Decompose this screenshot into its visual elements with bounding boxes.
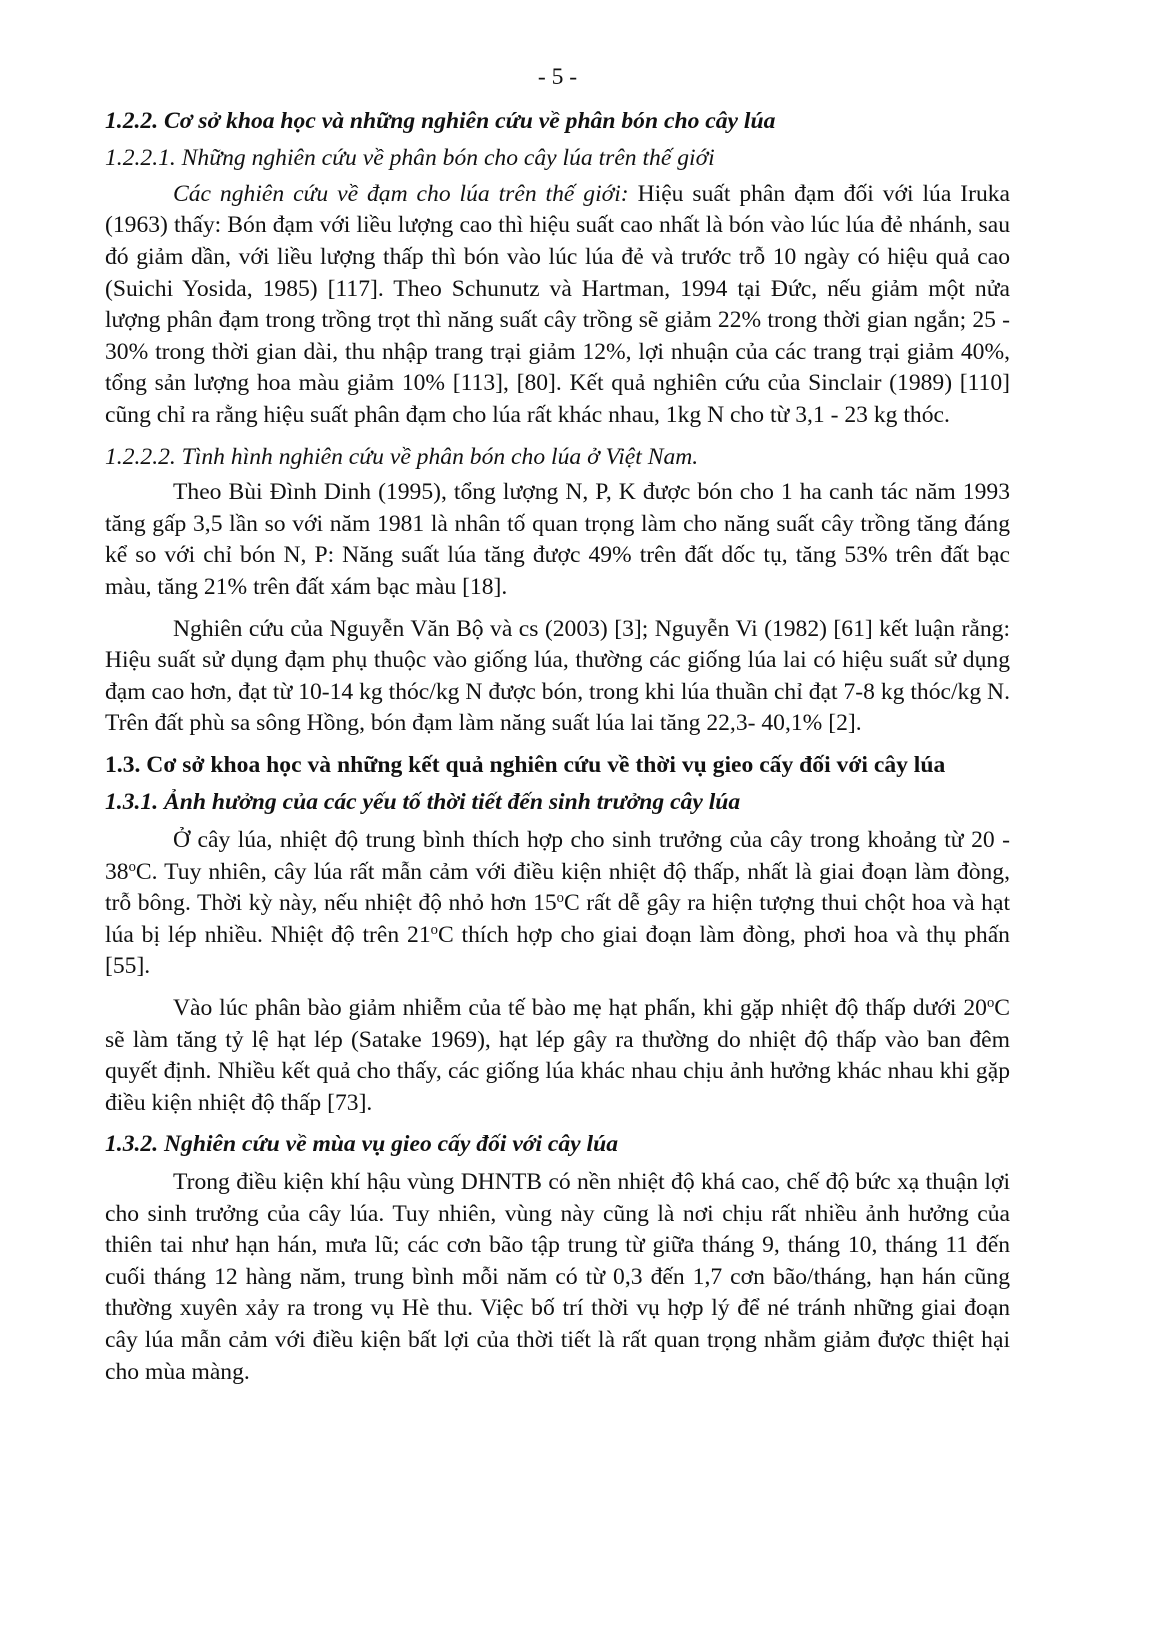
text-run: Vào lúc phân bào giảm nhiễm của tế bào mẹ hạt phấn, khi gặp nhiệt độ thấp dưới 20: [173, 995, 987, 1022]
page-number: - 5 -: [537, 64, 578, 90]
paragraph-body: Hiệu suất phân đạm đối với lúa Iruka (1963) thấy: Bón đạm với liều lượng cao thì hiệu suất cao nhất là bón vào lúc lúa đẻ nhánh, sau đó giảm dần, với liều lượng thấp thì bón vào lúc lúa đẻ và trước trỗ 10 ngày có hiệu quả cao (Suichi Yosida, 1985) [117]. Theo Schunutz và Hartman, 1994 tại Đức, nếu giảm một nửa lượng phân đạm trong trồng trọt thì năng suất cây trồng sẽ giảm 22% trong thời gian ngắn; 25 - 30% trong thời gian dài, thu nhập trang trại giảm 12%, lợi nhuận của các trang trại giảm 40%, tổng sản lượng hoa màu giảm 10% [113], [80]. Kết quả nghiên cứu của Sinclair (1989) [110] cũng chỉ ra rằng hiệu suất phân đạm cho lúa rất khác nhau, 1kg N cho từ 3,1 - 23 kg thóc.: [105, 180, 1011, 428]
paragraph-season: Trong điều kiện khí hậu vùng DHNTB có nền nhiệt độ khá cao, chế độ bức xạ thuận lợi cho sinh trưởng của cây lúa. Tuy nhiên, vùng này cũng là nơi chịu rất nhiều ảnh hưởng của thiên tai như hạn hán, mưa lũ; các cơn bão tập trung từ giữa tháng 9, tháng 10, tháng 11 đến cuối tháng 12 hàng năm, trung bình mỗi năm có từ 0,3 đến 1,7 cơn bão/tháng, hạn hán cũng thường xuyên xảy ra trong vụ Hè thu. Việc bố trí thời vụ hợp lý để né tránh những giai đoạn cây lúa mẫn cảm với điều kiện bất lợi của thời tiết là rất quan trọng nhằm giảm được thiệt hại cho mùa màng.: [105, 1169, 1010, 1385]
heading-1-3: 1.3. Cơ sở khoa học và những kết quả nghiên cứu về thời vụ gieo cấy đối với cây lúa: [105, 751, 946, 778]
text-run: Ở cây lúa, nhiệt độ trung bình thích hợp cho sinh trưởng của cây trong khoảng từ 20 - 38: [105, 827, 1010, 885]
paragraph-temperature: [105, 825, 1010, 983]
degree-sup: o: [556, 890, 564, 907]
text-run: C thích hợp cho giai đoạn làm đòng, phơi hoa và thụ phấn [55].: [105, 921, 1010, 980]
paragraph-nitrogen-world: [105, 179, 1010, 432]
degree-sup: o: [128, 858, 136, 875]
degree-sup: o: [986, 994, 995, 1011]
paragraph-meiosis: [105, 993, 1010, 1119]
paragraph-lead: Các nghiên cứu về đạm cho lúa trên thế giới:: [173, 180, 629, 207]
text-run: C sẽ làm tăng tỷ lệ hạt lép (Satake 1969), hạt lép gây ra thường do nhiệt độ thấp vào ban đêm quyết định. Nhiều kết quả cho thấy, các giống lúa khác nhau chịu ảnh hưởng khác nhau khi gặp điều kiện nhiệt độ thấp [73].: [105, 995, 1010, 1116]
heading-1-3-2: 1.3.2. Nghiên cứu về mùa vụ gieo cấy đối với cây lúa: [105, 1131, 619, 1158]
heading-1-2-2: 1.2.2. Cơ sở khoa học và những nghiên cứu về phân bón cho cây lúa: [105, 107, 776, 134]
degree-sup: o: [430, 921, 438, 938]
paragraph-vietnam-1: Theo Bùi Đình Dinh (1995), tổng lượng N, P, K được bón cho 1 ha canh tác năm 1993 tăng gấp 3,5 lần so với năm 1981 là nhân tố quan trọng làm cho năng suất cây trồng tăng đáng kể so với chỉ bón N, P: Năng suất lúa tăng được 49% trên đất dốc tụ, tăng 53% trên đất bạc màu, tăng 21% trên đất xám bạc màu [18].: [105, 479, 1010, 600]
document-page: [105, 62, 1010, 1398]
heading-1-3-1: 1.3.1. Ảnh hưởng của các yếu tố thời tiết đến sinh trưởng cây lúa: [105, 789, 741, 816]
text-run: C. Tuy nhiên, cây lúa rất mẫn cảm với điều kiện nhiệt độ thấp, nhất là giai đoạn làm đòng, trỗ bông. Thời kỳ này, nếu nhiệt độ nhỏ hơn 15: [105, 858, 1010, 917]
paragraph-vietnam-2: Nghiên cứu của Nguyễn Văn Bộ và cs (2003) [3]; Nguyễn Vi (1982) [61] kết luận rằng: Hiệu suất sử dụng đạm phụ thuộc vào giống lúa, thường các giống lúa lai có hiệu suất sử dụng đạm cao hơn, đạt từ 10-14 kg thóc/kg N được bón, trong khi lúa thuần chỉ đạt 7-8 kg thóc/kg N. Trên đất phù sa sông Hồng, bón đạm làm năng suất lúa lai tăng 22,3- 40,1% [2].: [105, 615, 1010, 737]
heading-1-2-2-2: 1.2.2.2. Tình hình nghiên cứu về phân bón cho lúa ở Việt Nam.: [105, 443, 699, 470]
text-run: C rất dễ gây ra hiện tượng thui chột hoa và hạt lúa bị lép nhiều. Nhiệt độ trên 21: [105, 890, 1010, 948]
heading-1-2-2-1: 1.2.2.1. Những nghiên cứu về phân bón cho cây lúa trên thế giới: [105, 145, 715, 172]
